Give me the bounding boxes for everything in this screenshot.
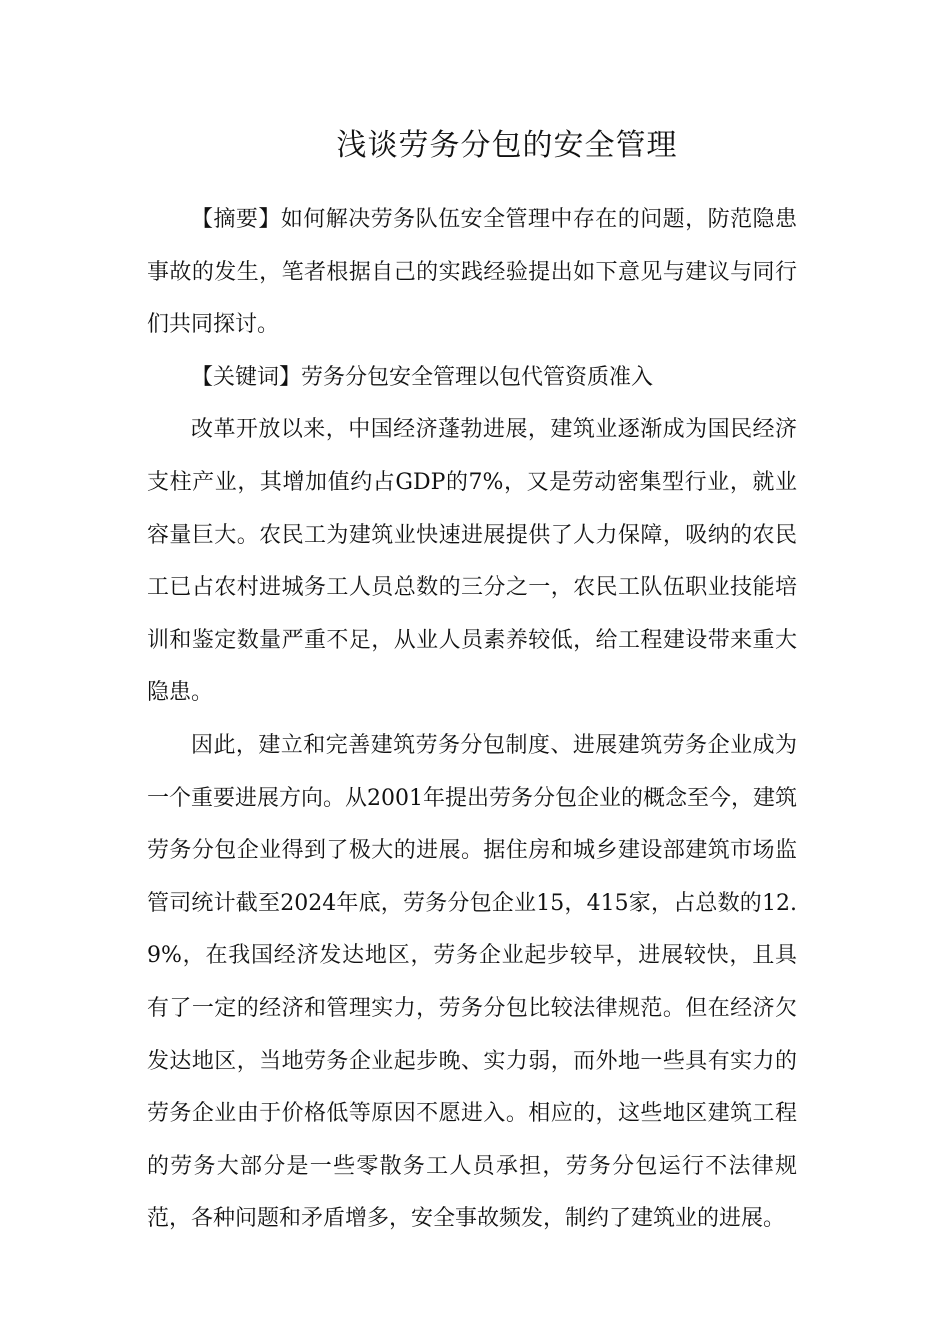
keywords-paragraph: 【关键词】劳务分包安全管理以包代管资质准入 (191, 364, 654, 390)
document-page (147, 118, 797, 1246)
body-paragraph: 因此，建立和完善建筑劳务分包制度、进展建筑劳务企业成为一个重要进展方向。从2001年提出劳务分包企业的概念至今，建筑劳务分包企业得到了极大的进展。据住房和城乡建设部建筑市场监管司统计截至2024年底，劳务分包企业15，415家，占总数的12.9%，在我国经济发达地区，劳务企业起步较早，进展较快，且具有了一定的经济和管理实力，劳务分包比较法律规范。但在经济欠发达地区，当地劳务企业起步晚、实力弱，而外地一些具有实力的劳务企业由于价格低等原因不愿进入。相应的，这些地区建筑工程的劳务大部分是一些零散务工人员承担，劳务分包运行不法律规范，各种问题和矛盾增多，安全事故频发，制约了建筑业的进展。 (147, 732, 797, 1232)
abstract-paragraph: 【摘要】如何解决劳务队伍安全管理中存在的问题，防范隐患事故的发生，笔者根据自己的实践经验提出如下意见与建议与同行们共同探讨。 (147, 207, 797, 338)
document-title: 浅谈劳务分包的安全管理 (336, 128, 678, 163)
body-paragraph: 改革开放以来，中国经济蓬勃进展，建筑业逐渐成为国民经济支柱产业，其增加值约占GDP的7%，又是劳动密集型行业，就业容量巨大。农民工为建筑业快速进展提供了人力保障，吸纳的农民工已占农村进城务工人员总数的三分之一，农民工队伍职业技能培训和鉴定数量严重不足，从业人员素养较低，给工程建设带来重大隐患。 (147, 417, 797, 706)
